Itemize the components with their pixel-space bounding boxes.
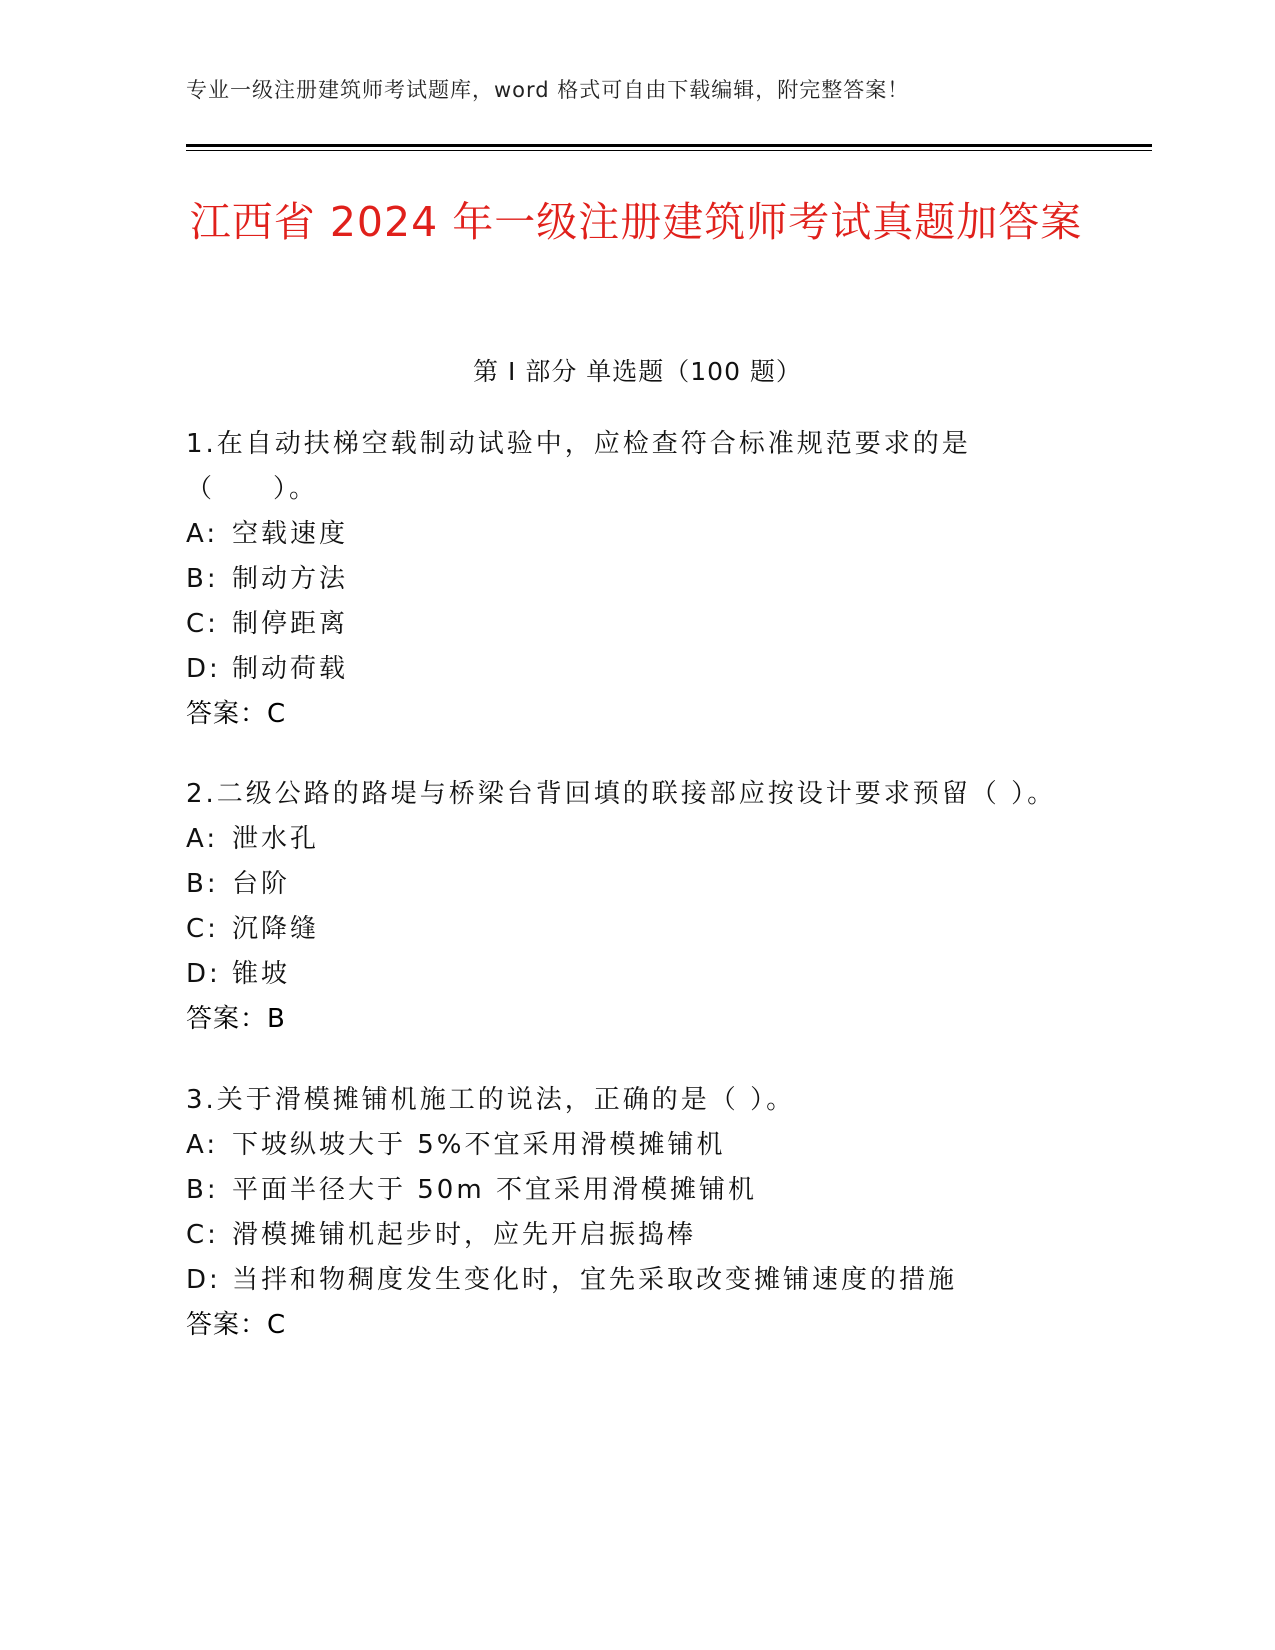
question-3 [186,1078,1086,1348]
question-stem: 3.关于滑模摊铺机施工的说法，正确的是（ ）。 [186,1085,796,1115]
header-rule [186,144,1152,147]
option-text: 下坡纵坡大于 5%不宜采用滑模摊铺机 [232,1130,726,1160]
question-stem: 2.二级公路的路堤与桥梁台背回填的联接部应按设计要求预留（ ）。 [186,779,1057,809]
answer: 答案：B [186,1004,286,1034]
option-c [186,602,1086,647]
option-a [186,817,1086,862]
option-letter: C: [186,609,219,639]
option-text: 台阶 [232,869,291,899]
option-letter: B: [186,1175,219,1205]
option-letter: D: [186,1265,221,1295]
option-a [186,512,1086,557]
option-text: 平面半径大于 50m 不宜采用滑模摊铺机 [232,1175,757,1205]
answer: 答案：C [186,1310,287,1340]
option-text: 滑模摊铺机起步时，应先开启振捣棒 [232,1220,697,1250]
question-stem: 1.在自动扶梯空载制动试验中，应检查符合标准规范要求的是（ ）。 [186,429,971,504]
option-c [186,907,1086,952]
option-letter: B: [186,564,219,594]
option-text: 空载速度 [232,519,349,549]
option-text: 沉降缝 [232,914,320,944]
option-b [186,1168,1086,1213]
question-1 [186,422,1086,737]
option-text: 当拌和物稠度发生变化时，宜先采取改变摊铺速度的措施 [232,1265,958,1295]
option-letter: C: [186,1220,219,1250]
option-letter: B: [186,869,219,899]
option-text: 制动荷载 [232,654,349,684]
answer: 答案：C [186,699,287,729]
question-2 [186,772,1086,1042]
option-letter: D: [186,654,221,684]
option-letter: A: [186,519,219,549]
option-b [186,862,1086,907]
option-letter: D: [186,959,221,989]
header-rule-thin [186,150,1152,151]
option-a [186,1123,1086,1168]
option-letter: A: [186,1130,219,1160]
option-text: 锥坡 [232,959,291,989]
option-d [186,647,1086,692]
option-letter: A: [186,824,219,854]
document-title: 江西省 2024 年一级注册建筑师考试真题加答案 [189,198,1083,246]
page-header: 专业一级注册建筑师考试题库，word 格式可自由下载编辑，附完整答案！ [186,78,910,102]
option-d [186,952,1086,997]
option-d [186,1258,1086,1303]
option-letter: C: [186,914,219,944]
option-b [186,557,1086,602]
option-text: 制动方法 [232,564,349,594]
option-text: 制停距离 [232,609,349,639]
option-text: 泄水孔 [232,824,320,854]
option-c [186,1213,1086,1258]
section-title: 第 I 部分 单选题（100 题） [473,357,802,386]
